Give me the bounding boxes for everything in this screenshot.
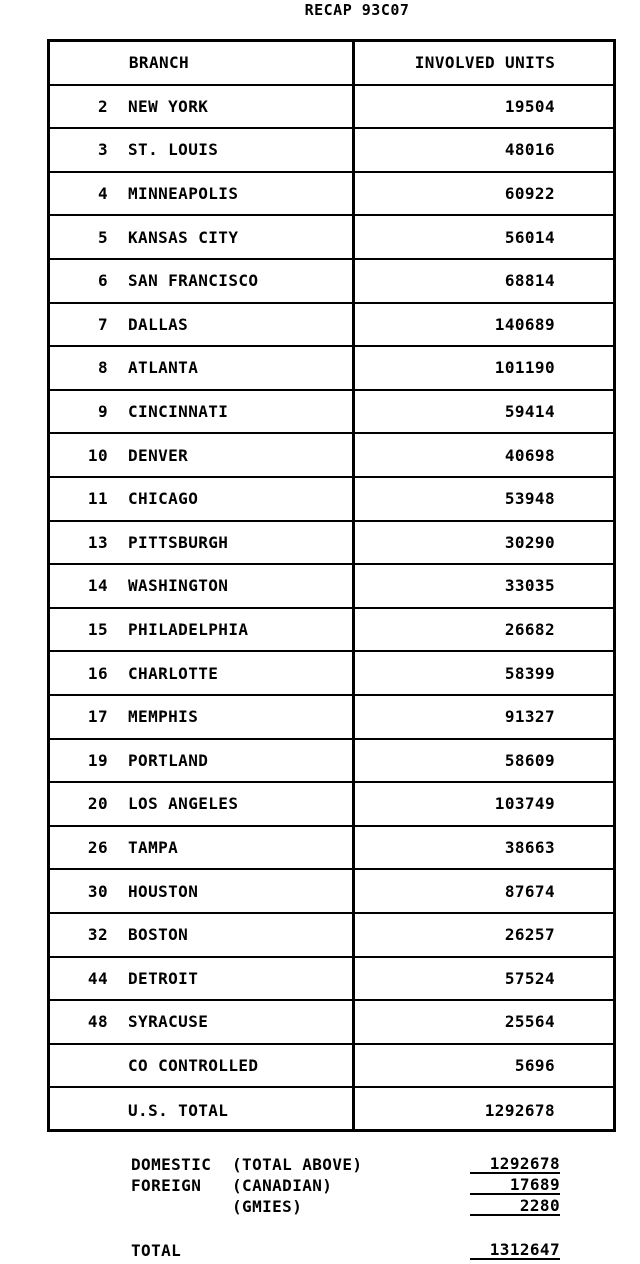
gmies-note: (GMIES) bbox=[232, 1197, 303, 1216]
table-row bbox=[50, 216, 613, 260]
involved-units-value: 140689 bbox=[494, 314, 555, 334]
branch-name: BOSTON bbox=[128, 925, 189, 945]
involved-units-value: 40698 bbox=[504, 445, 555, 465]
branch-number: 14 bbox=[87, 576, 108, 596]
involved-units-value: 33035 bbox=[504, 576, 555, 596]
table-row bbox=[50, 1001, 613, 1045]
domestic-note: (TOTAL ABOVE) bbox=[232, 1155, 363, 1174]
branch-number: 44 bbox=[87, 968, 108, 988]
table-row bbox=[50, 652, 613, 696]
involved-units-value: 19504 bbox=[504, 96, 555, 116]
involved-units-value: 48016 bbox=[504, 140, 555, 160]
table-row bbox=[50, 434, 613, 478]
branch-name: SYRACUSE bbox=[128, 1012, 209, 1032]
involved-units-value: 58609 bbox=[504, 750, 555, 770]
table-row bbox=[50, 958, 613, 1002]
table-row bbox=[50, 1088, 613, 1132]
table-row bbox=[50, 914, 613, 958]
summary-total-line bbox=[0, 1241, 640, 1261]
involved-units-value: 53948 bbox=[504, 489, 555, 509]
involved-units-value: 68814 bbox=[504, 271, 555, 291]
table-row bbox=[50, 478, 613, 522]
summary-gmies-line bbox=[0, 1197, 640, 1217]
table-row bbox=[50, 783, 613, 827]
branch-name: KANSAS CITY bbox=[128, 227, 239, 247]
involved-units-value: 57524 bbox=[504, 968, 555, 988]
branch-name: CO CONTROLLED bbox=[128, 1056, 259, 1076]
branch-number: 32 bbox=[87, 925, 108, 945]
branch-name: WASHINGTON bbox=[128, 576, 229, 596]
branch-name: CHARLOTTE bbox=[128, 663, 219, 683]
branch-number: 19 bbox=[87, 750, 108, 770]
branch-name: NEW YORK bbox=[128, 96, 209, 116]
branch-number: 11 bbox=[87, 489, 108, 509]
branch-name: CHICAGO bbox=[128, 489, 199, 509]
table-row bbox=[50, 740, 613, 784]
involved-units-value: 101190 bbox=[494, 358, 555, 378]
involved-units-value: 1292678 bbox=[484, 1100, 555, 1120]
branch-name: ATLANTA bbox=[128, 358, 199, 378]
involved-units-value: 87674 bbox=[504, 881, 555, 901]
table-row bbox=[50, 1045, 613, 1089]
domestic-label: DOMESTIC bbox=[131, 1155, 212, 1174]
branch-name: CINCINNATI bbox=[128, 402, 229, 422]
branch-number: 13 bbox=[87, 532, 108, 552]
branch-number: 5 bbox=[97, 227, 108, 247]
table-row bbox=[50, 522, 613, 566]
involved-units-value: 60922 bbox=[504, 184, 555, 204]
branch-number: 6 bbox=[97, 271, 108, 291]
recap-table bbox=[47, 39, 616, 1132]
branch-number: 15 bbox=[87, 620, 108, 640]
branch-name: MEMPHIS bbox=[128, 707, 199, 727]
branch-number: 16 bbox=[87, 663, 108, 683]
branch-name: PORTLAND bbox=[128, 750, 209, 770]
canadian-note: (CANADIAN) bbox=[232, 1176, 333, 1195]
involved-units-value: 91327 bbox=[504, 707, 555, 727]
table-row bbox=[50, 391, 613, 435]
table-row bbox=[50, 304, 613, 348]
branch-number: 7 bbox=[97, 314, 108, 334]
table-row bbox=[50, 696, 613, 740]
involved-units-value: 30290 bbox=[504, 532, 555, 552]
total-value: 1312647 bbox=[470, 1241, 560, 1260]
table-row bbox=[50, 827, 613, 871]
table-row bbox=[50, 129, 613, 173]
table-header-row bbox=[50, 42, 613, 86]
branch-name: DETROIT bbox=[128, 968, 199, 988]
involved-units-value: 25564 bbox=[504, 1012, 555, 1032]
branch-name: SAN FRANCISCO bbox=[128, 271, 259, 291]
branch-number bbox=[50, 1045, 108, 1087]
branch-number: 26 bbox=[87, 838, 108, 858]
table-row bbox=[50, 86, 613, 130]
branch-number bbox=[50, 1088, 108, 1132]
header-involved-units: INVOLVED UNITS bbox=[414, 53, 556, 73]
involved-units-value: 26682 bbox=[504, 620, 555, 640]
canadian-value: 17689 bbox=[470, 1176, 560, 1195]
branch-number: 8 bbox=[97, 358, 108, 378]
branch-name: DENVER bbox=[128, 445, 189, 465]
table-row bbox=[50, 260, 613, 304]
branch-number: 17 bbox=[87, 707, 108, 727]
branch-number: 3 bbox=[97, 140, 108, 160]
table-row bbox=[50, 173, 613, 217]
involved-units-value: 38663 bbox=[504, 838, 555, 858]
involved-units-value: 59414 bbox=[504, 402, 555, 422]
branch-number: 20 bbox=[87, 794, 108, 814]
branch-number: 48 bbox=[87, 1012, 108, 1032]
header-branch: BRANCH bbox=[128, 53, 190, 73]
table-row bbox=[50, 565, 613, 609]
involved-units-value: 26257 bbox=[504, 925, 555, 945]
involved-units-value: 56014 bbox=[504, 227, 555, 247]
table-row bbox=[50, 347, 613, 391]
foreign-label: FOREIGN bbox=[131, 1176, 202, 1195]
summary-domestic-line bbox=[0, 1155, 640, 1175]
branch-number: 30 bbox=[87, 881, 108, 901]
branch-name: ST. LOUIS bbox=[128, 140, 219, 160]
involved-units-value: 103749 bbox=[494, 794, 555, 814]
branch-name: TAMPA bbox=[128, 838, 179, 858]
branch-number: 9 bbox=[97, 402, 108, 422]
branch-name: U.S. TOTAL bbox=[128, 1100, 229, 1120]
branch-number: 10 bbox=[87, 445, 108, 465]
summary-foreign-line bbox=[0, 1176, 640, 1196]
page-title: RECAP 93C07 bbox=[304, 1, 410, 19]
branch-number: 2 bbox=[97, 96, 108, 116]
table-row bbox=[50, 870, 613, 914]
branch-name: PHILADELPHIA bbox=[128, 620, 249, 640]
domestic-value: 1292678 bbox=[470, 1155, 560, 1174]
gmies-value: 2280 bbox=[470, 1197, 560, 1216]
branch-name: DALLAS bbox=[128, 314, 189, 334]
involved-units-value: 5696 bbox=[514, 1056, 555, 1076]
involved-units-value: 58399 bbox=[504, 663, 555, 683]
branch-name: MINNEAPOLIS bbox=[128, 184, 239, 204]
branch-name: LOS ANGELES bbox=[128, 794, 239, 814]
branch-name: PITTSBURGH bbox=[128, 532, 229, 552]
table-row bbox=[50, 609, 613, 653]
total-label: TOTAL bbox=[131, 1241, 182, 1260]
branch-name: HOUSTON bbox=[128, 881, 199, 901]
branch-number: 4 bbox=[97, 184, 108, 204]
